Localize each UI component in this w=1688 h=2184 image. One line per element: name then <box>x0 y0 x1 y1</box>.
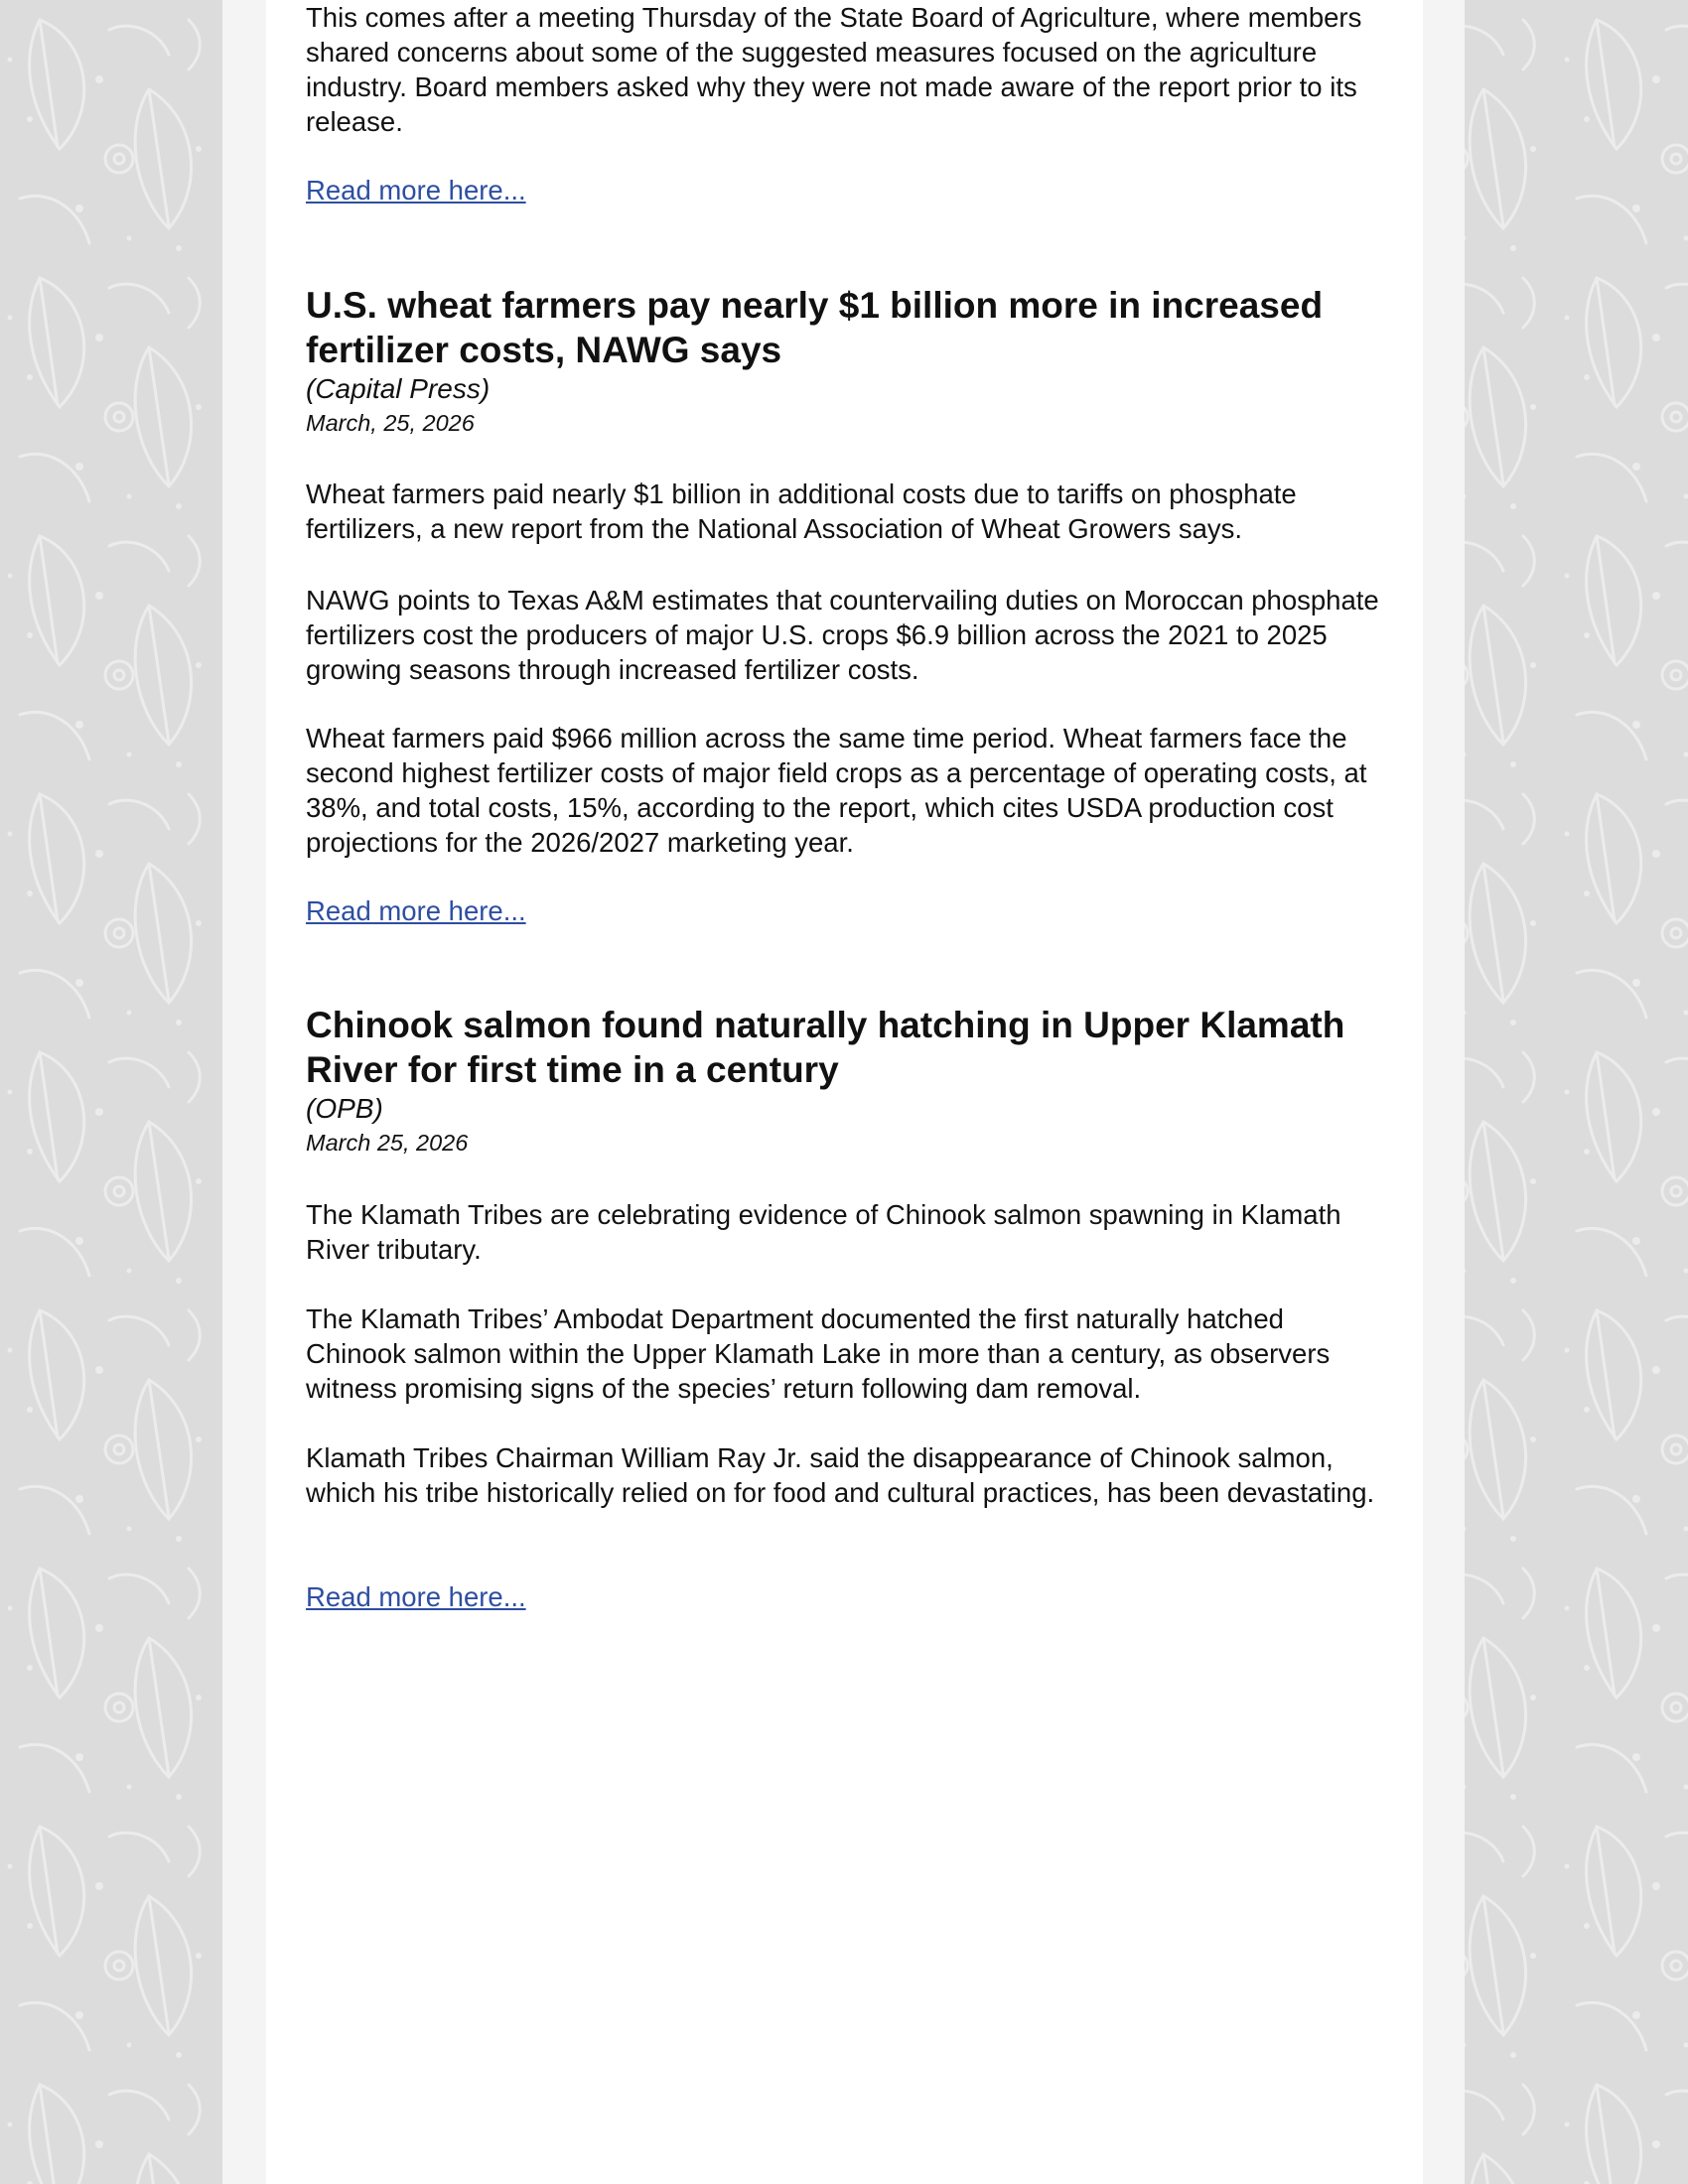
article-title: Chinook salmon found naturally hatching in Upper Klamath River for first time in a century <box>306 1005 1345 1090</box>
read-more-link[interactable]: Read more here... <box>306 175 526 205</box>
article-continued <box>306 0 1383 139</box>
article-source: (Capital Press) <box>306 373 491 404</box>
article-date: March, 25, 2026 <box>306 410 475 436</box>
read-more-link[interactable]: Read more here... <box>306 895 526 926</box>
article-paragraph: The Klamath Tribes’ Ambodat Department documented the first naturally hatched Chinook salmon within the Upper Klamath Lake in more than a century, as observers witness promising signs of the species’ return following dam removal. <box>306 1303 1331 1404</box>
article-paragraph: Klamath Tribes Chairman William Ray Jr. said the disappearance of Chinook salmon, which his tribe historically relied on for food and cultural practices, has been devastating. <box>306 1442 1375 1508</box>
article-wheat-fertilizer <box>306 283 1383 440</box>
article-title: U.S. wheat farmers pay nearly $1 billion more in increased fertilizer costs, NAWG says <box>306 285 1324 370</box>
read-more-link[interactable]: Read more here... <box>306 1581 526 1612</box>
article-paragraph: NAWG points to Texas A&M estimates that countervailing duties on Moroccan phosphate fertilizers cost the producers of major U.S. crops $6.9 billion across the 2021 to 2025 growing seasons through increased fertilizer costs. <box>306 585 1379 685</box>
newsletter-content <box>266 0 1423 2184</box>
article-chinook-salmon <box>306 1003 1383 1160</box>
article-paragraph: Wheat farmers paid $966 million across the same time period. Wheat farmers face the second highest fertilizer costs of major field crops as a percentage of operating costs, at 38%, and total costs, 15%, according to the report, which cites USDA production cost projections for the 2026/2027 marketing year. <box>306 723 1367 858</box>
article-paragraph: Wheat farmers paid nearly $1 billion in additional costs due to tariffs on phosphate fertilizers, a new report from the National Association of Wheat Growers says. <box>306 478 1297 544</box>
article-source: (OPB) <box>306 1093 383 1124</box>
article-date: March 25, 2026 <box>306 1130 469 1156</box>
article-paragraph: The Klamath Tribes are celebrating evidence of Chinook salmon spawning in Klamath River tributary. <box>306 1199 1341 1265</box>
article-paragraph: This comes after a meeting Thursday of the State Board of Agriculture, where members shared concerns about some of the suggested measures focused on the agriculture industry. Board members asked why they were not made aware of the report prior to its release. <box>306 2 1362 137</box>
